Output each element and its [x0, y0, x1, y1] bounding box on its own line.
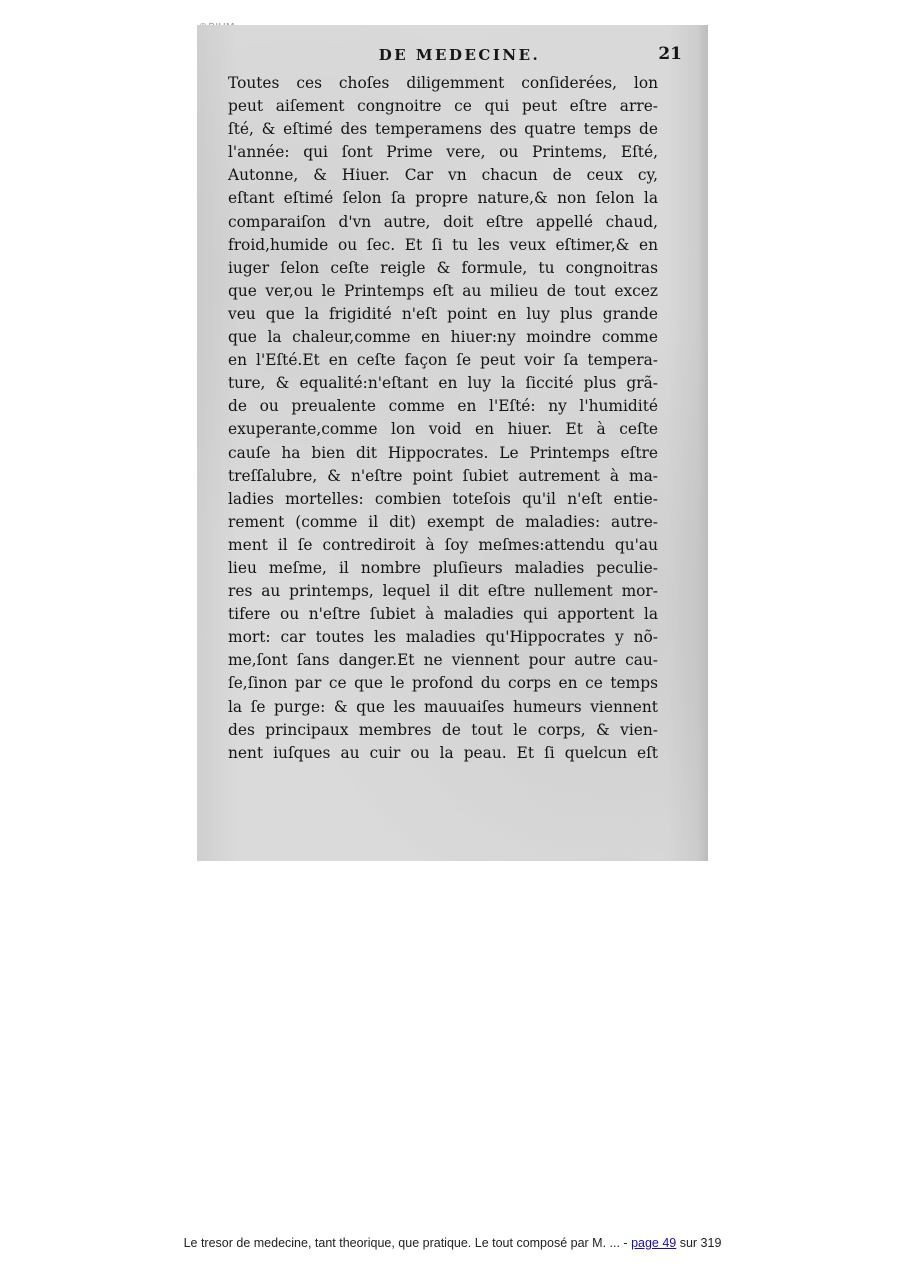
page-number-link[interactable]: page 49	[631, 1236, 677, 1250]
text-line: comparaiſon d'vn autre, doit eſtre appellé chaud,	[228, 212, 658, 231]
text-line: me,ſont ſans danger.Et ne viennent pour autre cau-	[228, 651, 658, 670]
text-line: cauſe ha bien dit Hippocrates. Le Printemps eſtre	[228, 443, 658, 462]
text-line: ſté, & eſtimé des temperamens des quatre temps de	[228, 120, 658, 139]
text-line: mort: car toutes les maladies qu'Hippocrates y nõ-	[228, 628, 658, 647]
text-line: res au printemps, lequel il dit eſtre nullement mor-	[228, 582, 658, 601]
text-line: la ſe purge: & que les mauuaiſes humeurs viennent	[228, 697, 658, 716]
text-line: ladies mortelles: combien toteſois qu'il n'eſt entie-	[228, 489, 658, 508]
running-head	[233, 46, 686, 68]
text-line: nent iuſques au cuir ou la peau. Et ſi quelcun eſt	[228, 743, 658, 762]
folio-number: 21	[658, 44, 682, 64]
text-line: ment il ſe contrediroit à ſoy meſmes:attendu qu'au	[228, 535, 658, 554]
text-line: tifere ou n'eſtre ſubiet à maladies qui apportent la	[228, 605, 658, 624]
text-line: iuger ſelon ceſte reigle & formule, tu congnoitras	[228, 258, 658, 277]
text-line: peut aiſement congnoitre ce qui peut eſtre arre-	[228, 97, 658, 116]
text-line: eſtant eſtimé ſelon ſa propre nature,& non ſelon la	[228, 189, 658, 208]
page-total-text: sur 319	[676, 1236, 722, 1250]
text-line: Autonne, & Hiuer. Car vn chacun de ceux cy,	[228, 166, 658, 185]
text-line: en l'Eſté.Et en ceſte façon ſe peut voir ſa tempera-	[228, 351, 658, 370]
text-line: veu que la frigidité n'eſt point en luy plus grande	[228, 304, 658, 323]
text-line: que ver,ou le Printemps eſt au milieu de tout excez	[228, 281, 658, 300]
text-line: de ou preualente comme en l'Eſté: ny l'humidité	[228, 397, 658, 416]
text-line: rement (comme il dit) exempt de maladies: autre-	[228, 512, 658, 531]
text-line: ſe,ſinon par ce que le profond du corps en ce temps	[228, 674, 658, 693]
text-line: froid,humide ou ſec. Et ſi tu les veux eſtimer,& en	[228, 235, 658, 254]
text-line: des principaux membres de tout le corps, & vien-	[228, 720, 658, 739]
text-line: ture, & equalité:n'eſtant en luy la ſiccité plus grã-	[228, 374, 658, 393]
book-title-text: Le tresor de medecine, tant theorique, que pratique. Le tout composé par M. ... -	[183, 1236, 632, 1250]
text-line: treſſalubre, & n'eſtre point ſubiet autrement à ma-	[228, 466, 658, 485]
text-line: que la chaleur,comme en hiuer:ny moindre comme	[228, 328, 658, 347]
text-line: lieu meſme, il nombre pluſieurs maladies peculie-	[228, 558, 658, 577]
scanned-page-image	[197, 25, 708, 861]
page-edge-shadow	[698, 25, 708, 861]
running-title: DE MEDECINE.	[378, 46, 541, 64]
text-line: l'année: qui ſont Prime vere, ou Printems, Eſté,	[228, 143, 658, 162]
page-footer	[0, 1236, 905, 1250]
text-line: exuperante,comme lon void en hiuer. Et à ceſte	[228, 420, 658, 439]
text-line: Toutes ces choſes diligemment conſiderées, lon	[228, 74, 658, 92]
page-body-text	[228, 72, 658, 765]
